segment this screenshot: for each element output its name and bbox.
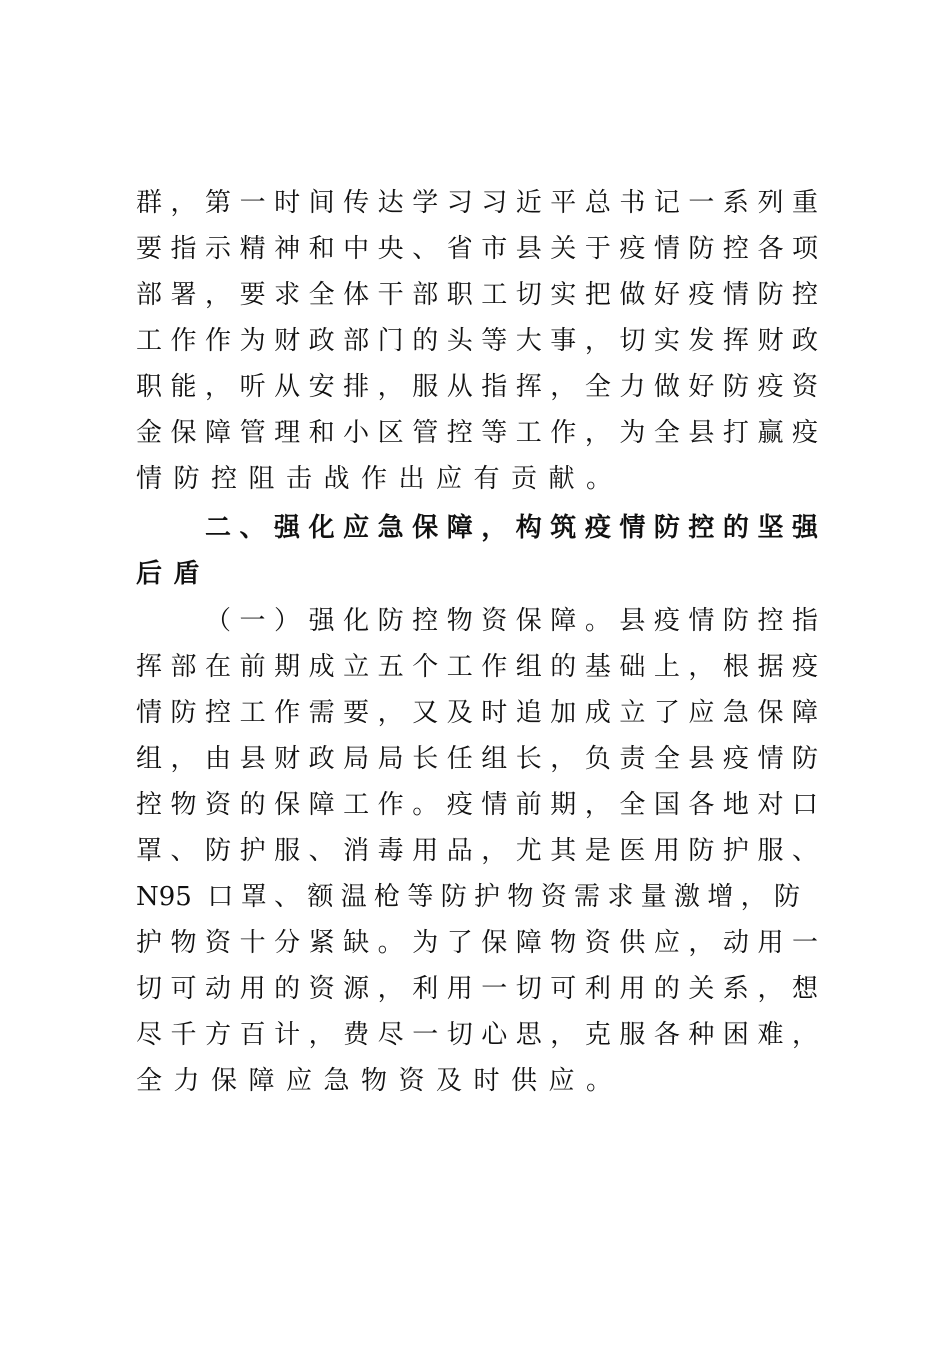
paragraph-line: 控物资的保障工作。疫情前期，全国各地对口 bbox=[136, 790, 818, 820]
paragraph-line: 金保障管理和小区管控等工作，为全县打赢疫 bbox=[136, 418, 818, 448]
paragraph-line: 要指示精神和中央、省市县关于疫情防控各项 bbox=[136, 234, 818, 264]
paragraph-line: N95 口罩、额温枪等防护物资需求量激增，防 bbox=[136, 882, 800, 912]
paragraph-line: 护物资十分紧缺。为了保障物资供应，动用一 bbox=[136, 928, 818, 958]
section-heading-continued: 后盾 bbox=[136, 559, 212, 589]
paragraph-line: 工作作为财政部门的头等大事，切实发挥财政 bbox=[136, 326, 818, 356]
paragraph-line: 切可动用的资源，利用一切可利用的关系，想 bbox=[136, 974, 818, 1004]
paragraph-line: 情防控工作需要，又及时追加成立了应急保障 bbox=[136, 698, 818, 728]
paragraph-line: 部署，要求全体干部职工切实把做好疫情防控 bbox=[136, 280, 818, 310]
paragraph-line: 罩、防护服、消毒用品，尤其是医用防护服、 bbox=[136, 836, 818, 866]
paragraph-line: 群，第一时间传达学习习近平总书记一系列重 bbox=[136, 188, 818, 218]
section-heading: 二、强化应急保障，构筑疫情防控的坚强 bbox=[205, 513, 818, 543]
paragraph-line: 职能，听从安排，服从指挥，全力做好防疫资 bbox=[136, 372, 818, 402]
paragraph-line: 挥部在前期成立五个工作组的基础上，根据疫 bbox=[136, 652, 818, 682]
paragraph-line: 全力保障应急物资及时供应。 bbox=[136, 1066, 624, 1096]
paragraph-line: （一）强化防控物资保障。县疫情防控指 bbox=[205, 606, 818, 636]
paragraph-line: 尽千方百计，费尽一切心思，克服各种困难， bbox=[136, 1020, 818, 1050]
paragraph-line: 情防控阻击战作出应有贡献。 bbox=[136, 464, 624, 494]
paragraph-line: 组，由县财政局局长任组长，负责全县疫情防 bbox=[136, 744, 818, 774]
